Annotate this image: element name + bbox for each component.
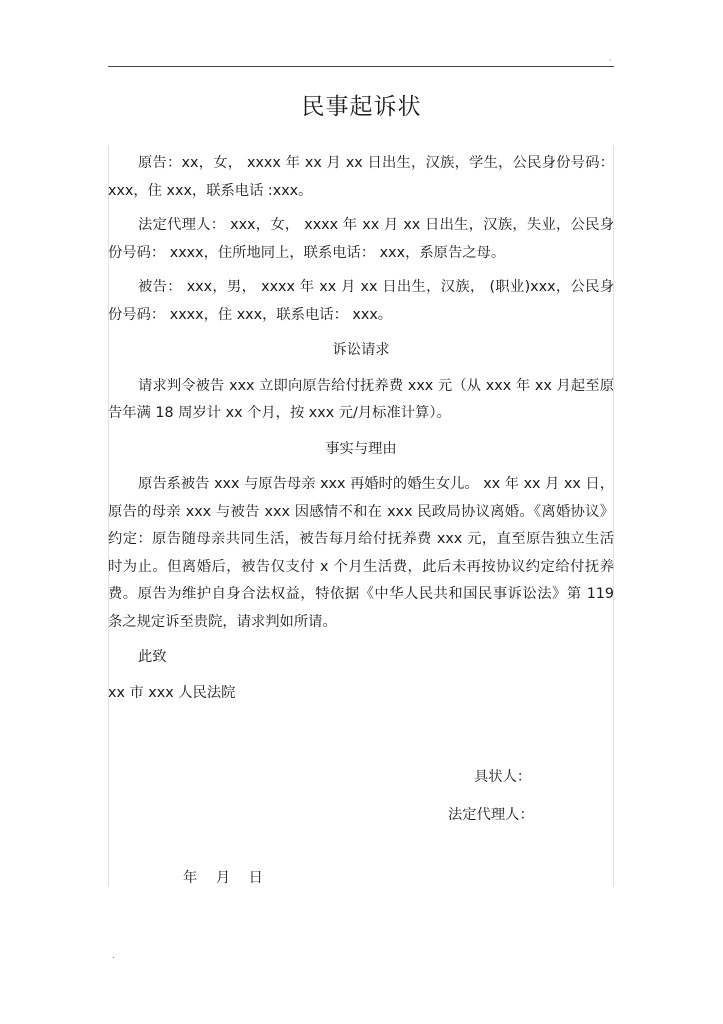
legal-representative-paragraph: 法定代理人： xxx，女， xxxx 年 xx 月 xx 日出生，汉族，失业，公民身份号码： xxxx，住所地同上，联系电话： xxx，系原告之母。: [108, 217, 614, 261]
claims-heading: 诉讼请求: [332, 342, 390, 358]
document-title: 民事起诉状: [301, 94, 422, 120]
legal-representative-signer-label: 法定代理人：: [448, 807, 534, 823]
facts-paragraph: 原告系被告 xxx 与原告母亲 xxx 再婚时的婚生女儿。 xx 年 xx 月 xx 日，原告的母亲 xxx 与被告 xxx 因感情不和在 xxx 民政局协议离婚。《离婚协议》约定：原告随母亲共同生活，被告每月给付抚养费 xxx 元，直至原告独立生活时为止。但离婚后，被告仅支付 x 个月生活费，此后未再按协议约定给付抚养费。原告为维护自身合法权益，特依据《中华人民共和国民事诉讼法》第 119 条之规定诉至贵院，请求判如所请。: [108, 476, 614, 630]
date-line: 年 月 日: [183, 870, 264, 886]
facts-heading: 事实与理由: [325, 440, 397, 457]
court-name: xx 市 xxx 人民法院: [108, 684, 236, 701]
plaintiff-paragraph: 原告：xx，女， xxxx 年 xx 月 xx 日出生，汉族，学生，公民身份号码： xxx，住 xxx，联系电话 :xxx。: [108, 155, 614, 199]
document-body: [108, 150, 614, 707]
defendant-paragraph: 被告： xxx，男， xxxx 年 xx 月 xx 日出生，汉族， (职业)xxx，公民身份号码： xxxx，住 xxx，联系电话： xxx。: [108, 279, 614, 323]
corner-mark-top: ·: [609, 56, 612, 65]
corner-mark-bottom: ·: [112, 953, 116, 964]
signer-label: 具状人：: [474, 769, 532, 785]
closing-salutation: 此致: [138, 649, 167, 665]
claims-paragraph: 请求判令被告 xxx 立即向原告给付抚养费 xxx 元（从 xxx 年 xx 月起至原告年满 18 周岁计 xx 个月，按 xxx 元/月标准计算）。: [108, 377, 614, 421]
header-rule: [108, 66, 614, 67]
